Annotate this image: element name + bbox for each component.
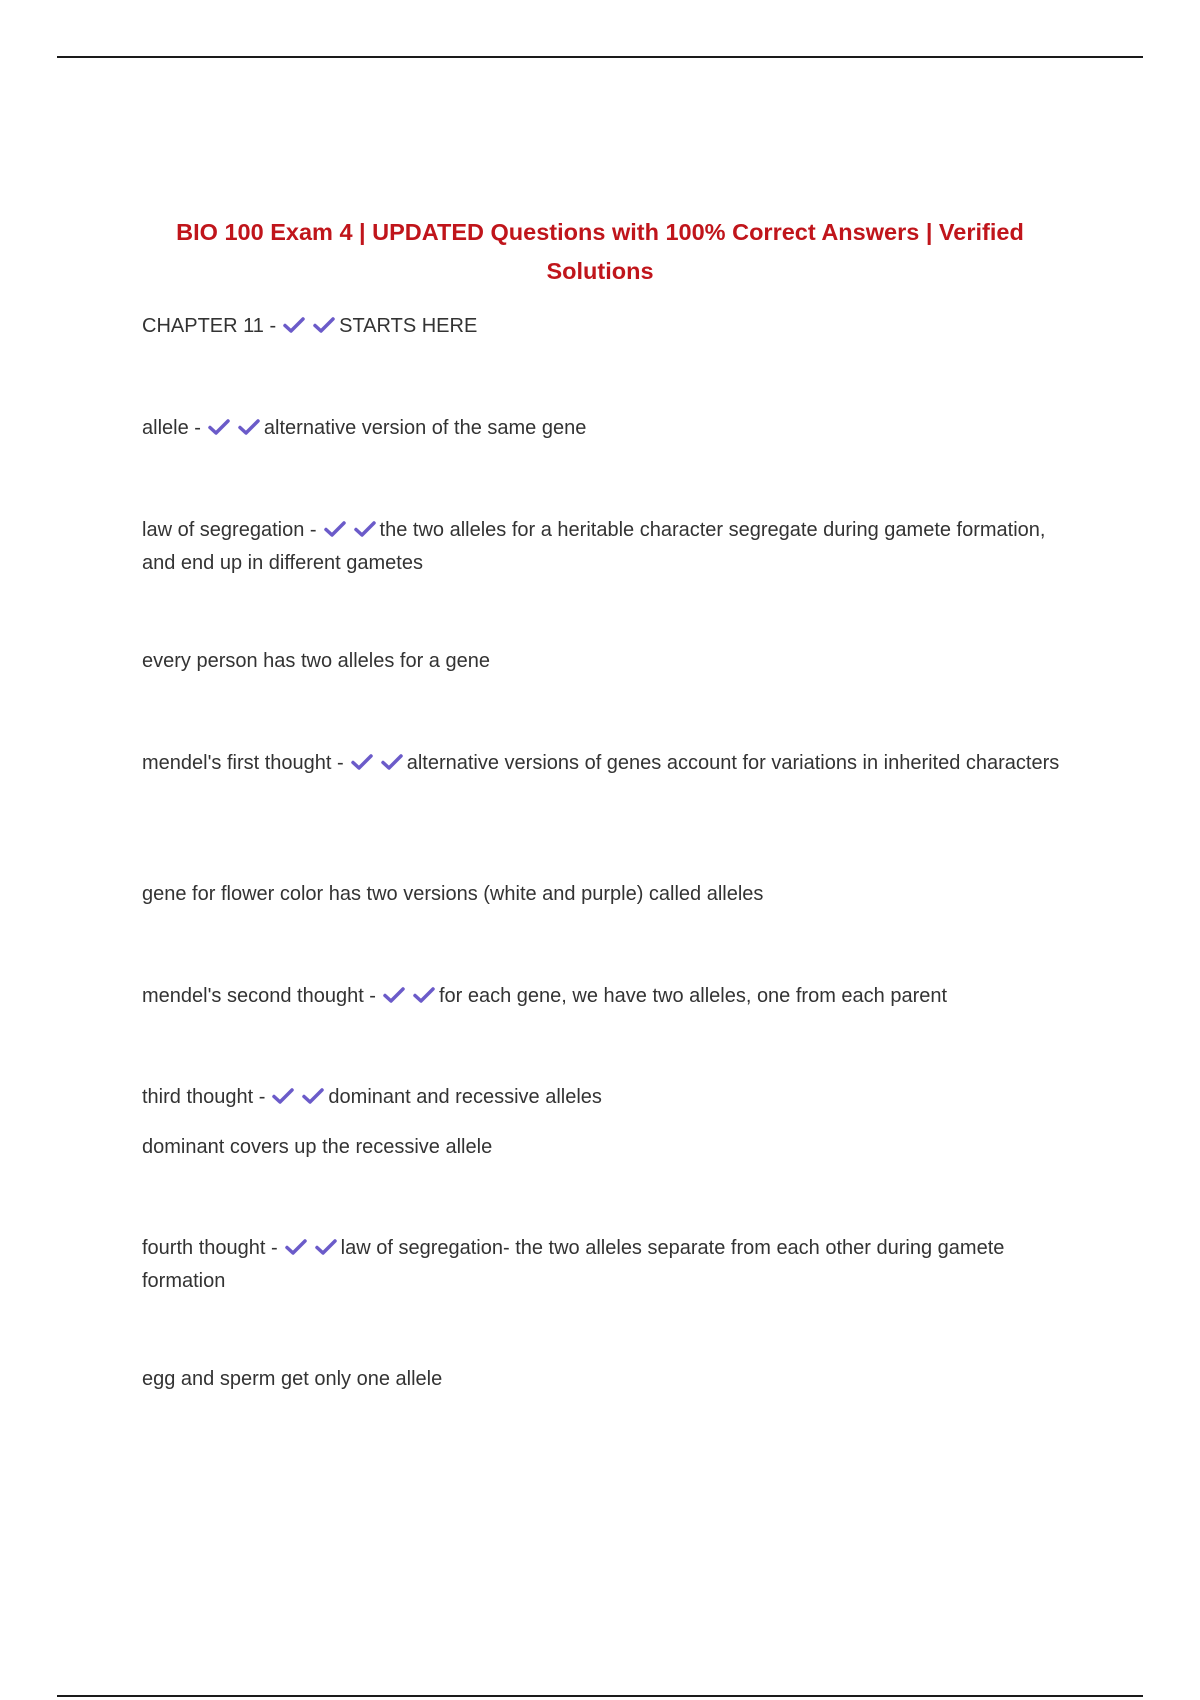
check-icon (380, 753, 404, 771)
entry-term: law of segregation - (142, 519, 317, 541)
check-icon (312, 316, 336, 334)
entry (142, 1232, 1062, 1298)
entry (142, 1081, 1062, 1114)
entry-answer: STARTS HERE (339, 315, 478, 337)
check-icon (350, 753, 374, 771)
entry-term: mendel's second thought - (142, 985, 376, 1007)
entry (142, 514, 1062, 580)
bottom-rule (57, 1695, 1143, 1697)
check-icon (314, 1238, 338, 1256)
document-title: BIO 100 Exam 4 | UPDATED Questions with 100% Correct Answers | Verified Solutions (176, 219, 1024, 284)
check-icon (271, 1087, 295, 1105)
entry-term: mendel's first thought - (142, 752, 344, 774)
check-icon (412, 986, 436, 1004)
check-icon (353, 520, 377, 538)
entry-term: third thought - (142, 1086, 266, 1108)
top-rule (57, 56, 1143, 58)
entry-text: gene for flower color has two versions (white and purple) called alleles (142, 883, 764, 905)
entry-answer: alternative versions of genes account for variations in inherited characters (406, 752, 1060, 774)
entry-answer: law of segregation- the two alleles separate from each other during gamete formation (142, 1237, 1005, 1292)
check-icon (207, 418, 231, 436)
check-icon (237, 418, 261, 436)
entry-term: CHAPTER 11 - (142, 315, 277, 337)
entry-text: egg and sperm get only one allele (142, 1368, 443, 1390)
entry (142, 310, 1062, 343)
entry-answer: alternative version of the same gene (263, 417, 587, 439)
check-icon (284, 1238, 308, 1256)
check-icon (301, 1087, 325, 1105)
entry-answer: dominant and recessive alleles (328, 1086, 602, 1108)
entry-text: every person has two alleles for a gene (142, 650, 490, 672)
entry-answer: the two alleles for a heritable character segregate during gamete formation, and end up in different gametes (142, 519, 1046, 574)
check-icon (382, 986, 406, 1004)
entry-answer: for each gene, we have two alleles, one from each parent (438, 985, 948, 1007)
entry (142, 980, 1062, 1013)
entry (142, 747, 1062, 780)
entry-term: allele - (142, 417, 201, 439)
check-icon (282, 316, 306, 334)
check-icon (323, 520, 347, 538)
entry-term: fourth thought - (142, 1237, 278, 1259)
entry (142, 412, 1062, 445)
entry-text: dominant covers up the recessive allele (142, 1136, 493, 1158)
